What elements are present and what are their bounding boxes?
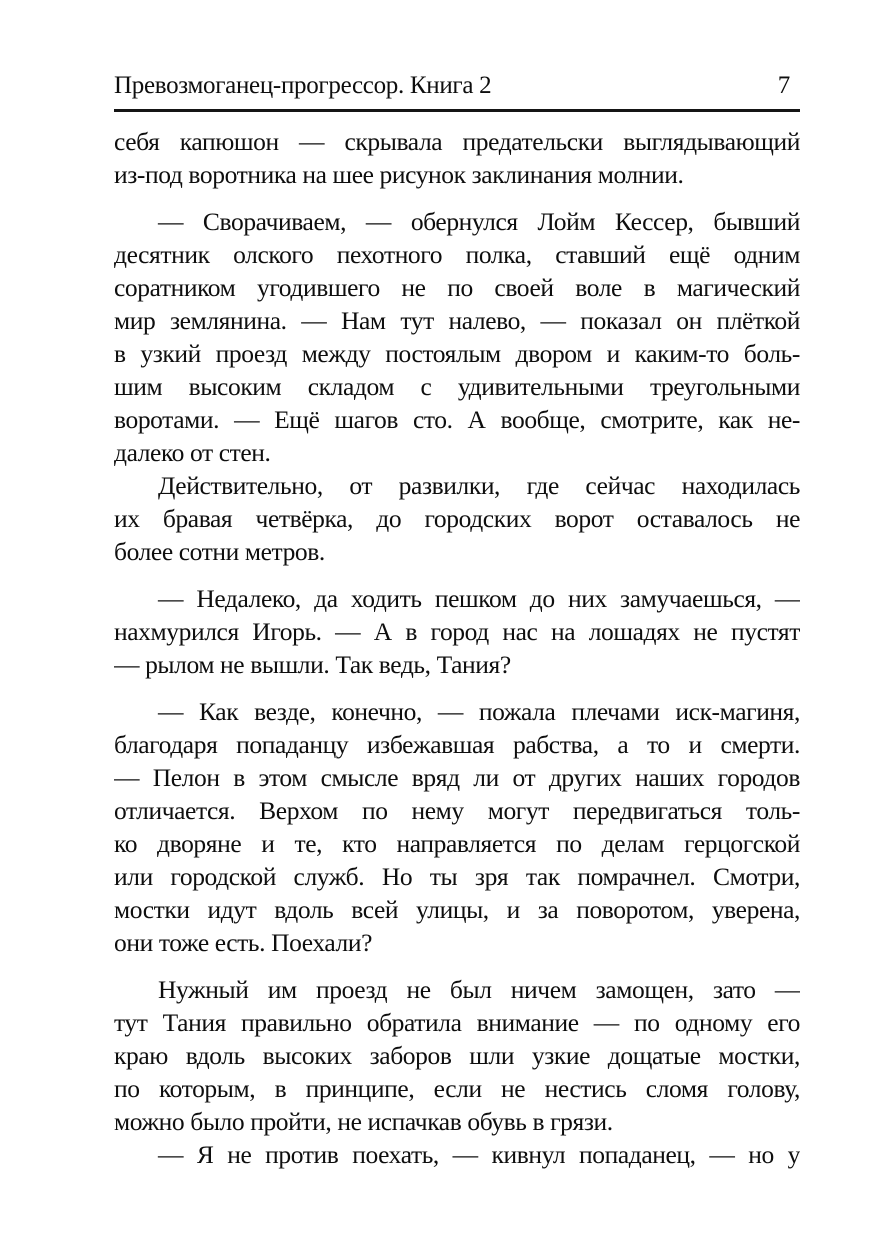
page-body (114, 125, 800, 1171)
text-line: — Сворачиваем, — обернулся Лойм Кессер, бывший (158, 206, 800, 236)
text-line: можно было пройти, не испачкав обувь в грязи. (114, 1106, 613, 1136)
text-line: мостки идут вдоль всей улицы, и за поворотом, уверена, (114, 894, 800, 924)
text-line: или городской служб. Но ты зря так помрачнел. Смотри, (114, 861, 800, 891)
text-line: себя капюшон — скрывала предательски выглядывающий (114, 126, 800, 156)
paragraph (114, 205, 800, 469)
text-line: нахмурился Игорь. — А в город нас на лошадях не пустят (114, 616, 800, 646)
text-line: их бравая четвёрка, до городских ворот оставалось не (114, 503, 800, 533)
paragraph (114, 695, 800, 959)
text-line: — Как везде, конечно, — пожала плечами иск-магиня, (158, 696, 800, 726)
page-header (114, 72, 800, 100)
text-line: — Пелон в этом смысле вряд ли от других наших городов (114, 762, 800, 792)
text-line: более сотни метров. (114, 536, 325, 566)
text-line: мир землянина. — Нам тут налево, — показал он плёткой (114, 305, 800, 335)
text-line: ко дворяне и те, кто направляется по делам герцогской (114, 828, 800, 858)
text-line: из-под воротника на шее рисунок заклинания молнии. (114, 159, 684, 189)
text-line: краю вдоль высоких заборов шли узкие дощатые мостки, (114, 1040, 800, 1070)
text-line: десятник олского пехотного полка, ставший ещё одним (114, 239, 800, 269)
text-line: шим высоким складом с удивительными треугольными (114, 371, 800, 401)
text-line: — Недалеко, да ходить пешком до них замучаешься, — (158, 583, 800, 613)
text-line: тут Тания правильно обратила внимание — по одному его (114, 1007, 800, 1037)
page-number: 7 (777, 72, 790, 99)
header-rule (114, 109, 800, 112)
text-line: соратником угодившего не по своей воле в магический (114, 272, 800, 302)
text-line: — Я не против поехать, — кивнул попаданец, — но у (158, 1139, 800, 1169)
paragraph (114, 973, 800, 1138)
text-line: отличается. Верхом по нему могут передвигаться толь- (114, 795, 800, 825)
paragraph (114, 1138, 800, 1171)
paragraph (114, 582, 800, 681)
text-line: далеко от стен. (114, 437, 271, 467)
text-line: благодаря попаданцу избежавшая рабства, а то и смерти. (114, 729, 800, 759)
text-line: Действительно, от развилки, где сейчас находилась (158, 470, 800, 500)
paragraph (114, 125, 800, 191)
running-title: Превозмоганец-прогрессор. Книга 2 (114, 72, 492, 99)
paragraph (114, 469, 800, 568)
text-line: воротами. — Ещё шагов сто. А вообще, смотрите, как не- (114, 404, 800, 434)
text-line: они тоже есть. Поехали? (114, 927, 373, 957)
text-line: в узкий проезд между постоялым двором и каким-то боль- (114, 338, 800, 368)
text-line: Нужный им проезд не был ничем замощен, зато — (158, 974, 800, 1004)
text-line: — рылом не вышли. Так ведь, Тания? (114, 649, 511, 679)
text-line: по которым, в принципе, если не нестись сломя голову, (114, 1073, 800, 1103)
